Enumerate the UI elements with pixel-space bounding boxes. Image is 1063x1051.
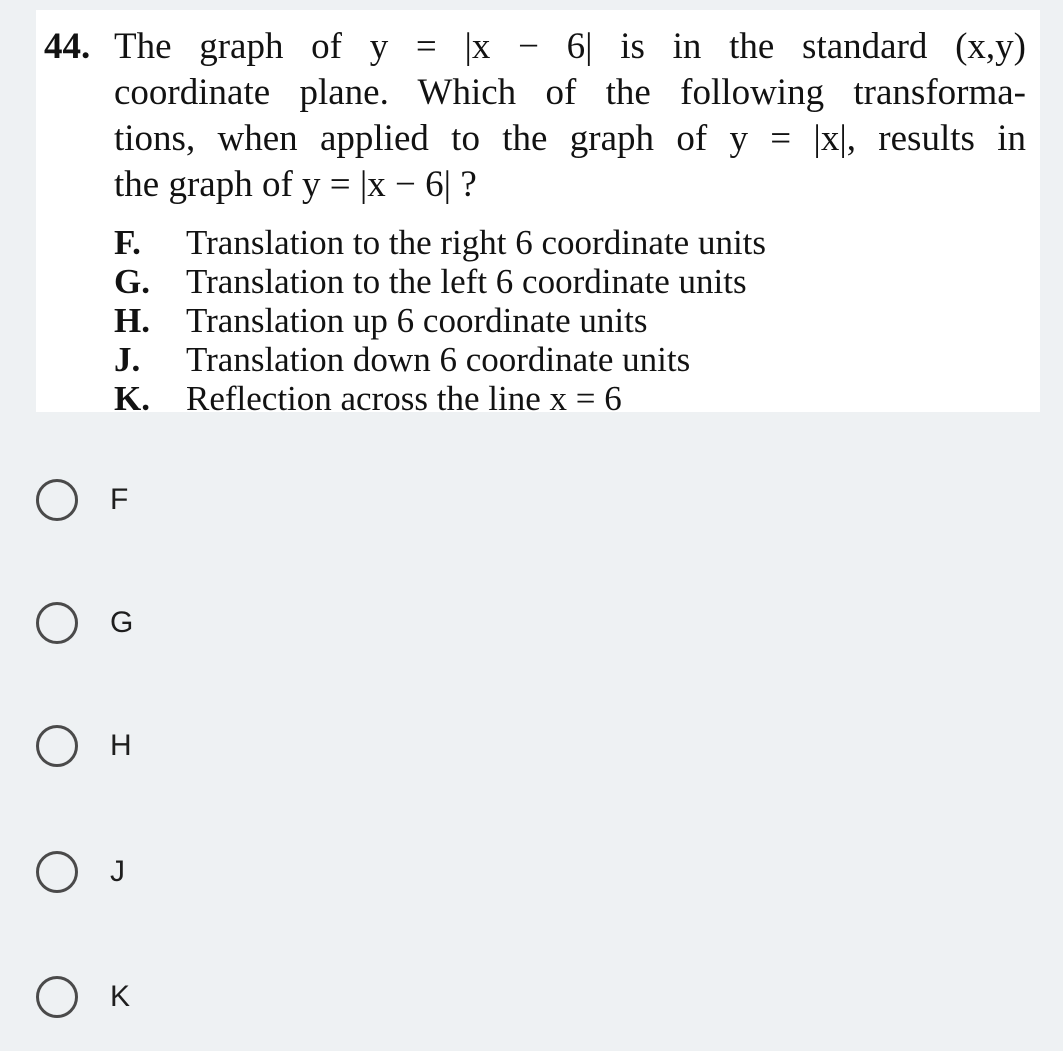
choice-text: Translation to the left 6 coordinate units xyxy=(186,262,747,301)
question-line: tions, when applied to the graph of y = |x|, results in xyxy=(114,118,1026,159)
choice-row-h xyxy=(114,301,766,340)
choice-text: Reflection across the line x = 6 xyxy=(186,379,622,418)
choice-row-j xyxy=(114,340,766,379)
option-label: J xyxy=(110,855,125,888)
radio-button[interactable] xyxy=(36,725,78,767)
choice-row-f xyxy=(114,223,766,262)
choice-letter: G. xyxy=(114,262,150,301)
option-label: H xyxy=(110,729,132,762)
choice-letter: F. xyxy=(114,223,141,262)
choice-text: Translation down 6 coordinate units xyxy=(186,340,691,379)
question-line: coordinate plane. Which of the following transforma- xyxy=(114,72,1026,113)
answer-option-f[interactable] xyxy=(36,476,128,524)
choice-text: Translation up 6 coordinate units xyxy=(186,301,648,340)
option-label: K xyxy=(110,980,131,1013)
question-line: the graph of y = |x − 6| ? xyxy=(114,164,477,205)
question-text xyxy=(114,24,1026,208)
choice-row-g xyxy=(114,262,766,301)
radio-button[interactable] xyxy=(36,851,78,893)
option-label: F xyxy=(110,483,129,516)
question-number: 44. xyxy=(44,26,91,67)
radio-button[interactable] xyxy=(36,602,78,644)
radio-button[interactable] xyxy=(36,976,78,1018)
answer-option-h[interactable] xyxy=(36,722,132,770)
option-label: G xyxy=(110,606,134,639)
question-card xyxy=(36,10,1040,418)
choice-letter: K. xyxy=(114,379,150,418)
answer-option-k[interactable] xyxy=(36,973,130,1021)
question-line: The graph of y = |x − 6| is in the standard (x,y) xyxy=(114,26,1026,67)
answer-option-j[interactable] xyxy=(36,848,125,896)
choice-letter: H. xyxy=(114,301,150,340)
answer-option-g[interactable] xyxy=(36,599,133,647)
radio-button[interactable] xyxy=(36,479,78,521)
answer-choices-list xyxy=(114,223,766,418)
choice-text: Translation to the right 6 coordinate units xyxy=(186,223,767,262)
choice-row-k xyxy=(114,379,766,418)
choice-letter: J. xyxy=(114,340,141,379)
